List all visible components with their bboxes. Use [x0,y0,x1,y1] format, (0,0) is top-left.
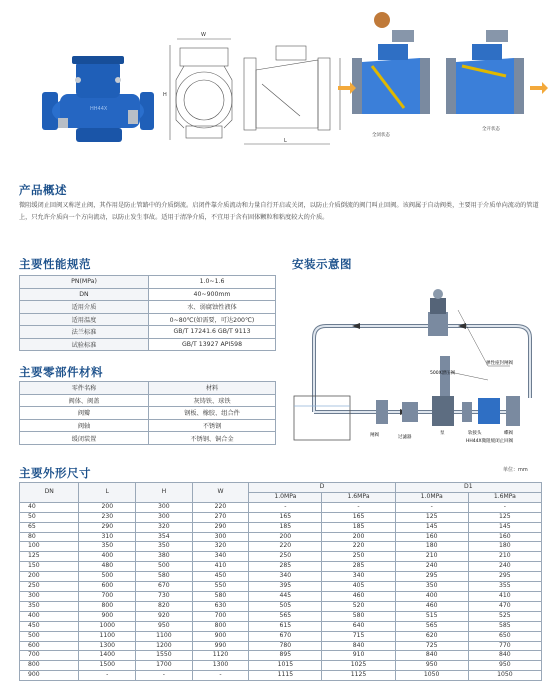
table-cell: 125 [20,552,79,562]
table-cell: 340 [322,572,395,582]
table-row [20,288,276,301]
table-cell: 380 [136,552,193,562]
part-name: 阀瓣 [20,407,149,420]
table-row [20,532,542,542]
table-cell: 700 [20,651,79,661]
table-cell: 920 [136,611,193,621]
table-cell: 840 [395,651,468,661]
table-cell: 1400 [79,651,136,661]
table-cell: 250 [322,552,395,562]
valve-photo [42,56,154,142]
table-cell: 450 [20,621,79,631]
table-row [20,394,276,407]
table-cell: 725 [395,641,468,651]
table-cell: 295 [468,572,541,582]
spec-key: 适用介质 [20,301,149,314]
table-cell: 285 [249,562,322,572]
table-row [20,582,542,592]
table-cell: 210 [395,552,468,562]
table-cell: 1500 [79,661,136,671]
parts-table [19,381,276,445]
table-cell: 450 [192,572,249,582]
table-cell: 180 [468,542,541,552]
table-cell: 400 [20,611,79,621]
table-cell: - [322,502,395,512]
table-cell: 200 [322,532,395,542]
table-row [20,572,542,582]
table-row [20,562,542,572]
table-cell: 285 [322,562,395,572]
table-cell: 270 [192,512,249,522]
table-cell: 580 [322,611,395,621]
table-cell: 340 [249,572,322,582]
table-row [20,407,276,420]
spec-key: 试验标准 [20,338,149,351]
table-cell: 900 [192,631,249,641]
table-cell: 290 [192,522,249,532]
table-cell: 400 [395,591,468,601]
state-open-label: 全开状态 [482,127,500,132]
table-cell: 350 [136,542,193,552]
col-dn: DN [20,483,79,503]
dim-l-label: L [284,138,287,144]
table-cell: 500 [136,562,193,572]
table-cell: 250 [20,582,79,592]
table-cell: 670 [136,582,193,592]
table-cell: 145 [468,522,541,532]
table-row [20,512,542,522]
table-cell: 230 [79,512,136,522]
label-check: HH44X微阻缓闭止回阀 [466,439,514,444]
table-cell: - [395,502,468,512]
table-cell: 600 [79,582,136,592]
col-d: D [249,483,395,493]
table-cell: 895 [249,651,322,661]
table-cell: 460 [322,591,395,601]
table-cell: 410 [192,562,249,572]
table-cell: 180 [395,542,468,552]
table-cell: 310 [79,532,136,542]
table-row [20,661,542,671]
table-cell: 354 [136,532,193,542]
table-cell: 585 [468,621,541,631]
table-row [20,313,276,326]
table-cell: 1100 [79,631,136,641]
table-cell: 500 [20,631,79,641]
table-cell: 1200 [136,641,193,651]
table-cell: 1100 [136,631,193,641]
table-cell: 700 [79,591,136,601]
table-cell: 220 [192,502,249,512]
table-cell: 950 [468,661,541,671]
table-row [20,502,542,512]
table-cell: 220 [322,542,395,552]
table-cell: - [79,671,136,681]
table-cell: 300 [192,532,249,542]
table-cell: 1700 [136,661,193,671]
table-cell: 165 [322,512,395,522]
col-l: L [79,483,136,503]
product-illustrations [0,0,558,160]
specs-table [19,275,276,351]
part-material: 不锈钢、铜合金 [149,432,276,445]
table-cell: 350 [79,542,136,552]
table-cell: 445 [249,591,322,601]
table-cell: - [468,502,541,512]
table-cell: 620 [395,631,468,641]
table-cell: 565 [395,621,468,631]
table-cell: 350 [395,582,468,592]
spec-key: 法兰标准 [20,326,149,339]
table-cell: 515 [395,611,468,621]
table-cell: - [136,671,193,681]
table-row [20,522,542,532]
label-butterfly: 蝶阀 [504,431,513,436]
table-row [20,326,276,339]
table-cell: 820 [136,601,193,611]
technical-drawing [170,39,340,144]
table-cell: 715 [322,631,395,641]
table-cell: 580 [136,572,193,582]
table-cell: 210 [468,552,541,562]
table-cell: 840 [468,651,541,661]
spec-key: PN(MPa) [20,276,149,289]
table-cell: 125 [395,512,468,522]
parts-header: 零件名称 [20,382,149,395]
table-cell: 565 [249,611,322,621]
table-cell: 1550 [136,651,193,661]
col-d1-p16: 1.6MPa [468,492,541,502]
table-cell: 185 [249,522,322,532]
part-name: 缓闭装置 [20,432,149,445]
table-cell: 150 [20,562,79,572]
table-row [20,419,276,432]
table-cell: 1000 [79,621,136,631]
spec-key: 适用温度 [20,313,149,326]
table-cell: 400 [79,552,136,562]
label-relief: 500X泄压阀 [430,371,456,376]
table-cell: 640 [322,621,395,631]
table-cell: 670 [249,631,322,641]
specs-title: 主要性能规范 [19,257,91,271]
part-name: 阀轴 [20,419,149,432]
table-cell: 770 [468,641,541,651]
parts-title: 主要零部件材料 [19,365,103,379]
table-cell: 900 [79,611,136,621]
part-material: 不锈钢 [149,419,276,432]
table-cell: 630 [192,601,249,611]
col-d-p10: 1.0MPa [249,492,322,502]
table-cell: 1015 [249,661,322,671]
table-row [20,621,542,631]
table-cell: 125 [468,512,541,522]
table-cell: 300 [136,512,193,522]
table-cell: 395 [249,582,322,592]
spec-value: GB/T 17241.6 GB/T 9113 [149,326,276,339]
cutaway-closed [338,12,430,114]
table-row [20,651,542,661]
table-cell: 100 [20,542,79,552]
table-cell: 355 [468,582,541,592]
table-cell: 300 [136,502,193,512]
table-cell: 185 [322,522,395,532]
table-cell: 505 [249,601,322,611]
table-cell: 780 [249,641,322,651]
table-cell: 1125 [322,671,395,681]
parts-header: 材料 [149,382,276,395]
table-cell: 200 [20,572,79,582]
table-cell: 700 [192,611,249,621]
table-cell: 1300 [79,641,136,651]
dim-w-label: W [201,32,206,38]
spec-value: 0~80℃(如需要，可达200℃) [149,313,276,326]
install-diagram [290,272,542,454]
spec-value: GB/T 13927 API598 [149,338,276,351]
table-cell: 800 [20,661,79,671]
label-gate-valve: 闸阀 [370,433,379,438]
table-cell: 290 [79,522,136,532]
table-cell: 800 [79,601,136,611]
table-row [20,552,542,562]
table-cell: 600 [20,641,79,651]
table-cell: 840 [322,641,395,651]
table-cell: 580 [192,591,249,601]
spec-value: 40~900mm [149,288,276,301]
table-row [20,601,542,611]
part-material: 钢板、橡胶、组合件 [149,407,276,420]
label-bypass: 弹性座封闸阀 [486,361,513,366]
col-d1-p10: 1.0MPa [395,492,468,502]
part-name: 阀体、阀盖 [20,394,149,407]
table-row [20,671,542,681]
dims-title: 主要外形尺寸 [19,466,91,480]
table-cell: 220 [249,542,322,552]
col-d-p16: 1.6MPa [322,492,395,502]
label-tail: 软接头 [468,431,482,436]
table-cell: 405 [322,582,395,592]
table-row [20,382,276,395]
table-cell: 550 [192,582,249,592]
table-cell: 300 [20,591,79,601]
table-row [20,276,276,289]
table-row [20,611,542,621]
table-cell: 65 [20,522,79,532]
table-cell: 40 [20,502,79,512]
spec-key: DN [20,288,149,301]
table-cell: 900 [20,671,79,681]
table-cell: - [192,671,249,681]
table-cell: 480 [79,562,136,572]
table-cell: 800 [192,621,249,631]
table-cell: 320 [136,522,193,532]
dims-table [19,482,542,681]
table-cell: 990 [192,641,249,651]
install-title: 安装示意图 [292,257,352,271]
label-filter: 过滤器 [398,435,412,440]
table-cell: 410 [468,591,541,601]
table-cell: 200 [79,502,136,512]
overview-title: 产品概述 [19,183,67,197]
table-cell: 1050 [468,671,541,681]
table-cell: 525 [468,611,541,621]
svg-text:HH44X: HH44X [90,106,108,112]
table-cell: 200 [249,532,322,542]
table-cell: 1120 [192,651,249,661]
col-w: W [192,483,249,503]
label-pump: 泵 [440,431,445,436]
table-cell: 500 [79,572,136,582]
table-cell: 80 [20,532,79,542]
table-cell: 1025 [322,661,395,671]
table-cell: 240 [468,562,541,572]
table-cell: 470 [468,601,541,611]
table-cell: 1115 [249,671,322,681]
table-cell: 240 [395,562,468,572]
table-row [20,338,276,351]
table-cell: 250 [249,552,322,562]
table-row [20,631,542,641]
table-cell: 295 [395,572,468,582]
overview-text: 微阻缓闭止回阀又称逆止阀，其作用是防止管路中的介质倒流。启闭件靠介质流动和力量自行开启或关闭，以防止介质倒流的阀门叫止回阀。该阀属于自动阀类，主要用于介质单向流动的管道上，只允许介质向一个方向流动，以防止发生事故。适用于清净介质，不宜用于含有固体颗粒和粘度较大的介质。 [19,202,539,221]
table-row [20,432,276,445]
table-cell: 50 [20,512,79,522]
dim-h-label: H [163,92,167,98]
table-cell: 650 [468,631,541,641]
part-material: 灰铸铁、球铁 [149,394,276,407]
unit-label: 单位：mm [503,467,528,473]
table-cell: 520 [322,601,395,611]
table-cell: 340 [192,552,249,562]
table-cell: 320 [192,542,249,552]
table-row [20,542,542,552]
table-cell: 730 [136,591,193,601]
table-cell: 350 [20,601,79,611]
table-cell: 165 [249,512,322,522]
table-cell: 160 [468,532,541,542]
state-closed-label: 全闭状态 [372,133,390,138]
table-row [20,641,542,651]
table-cell: 950 [395,661,468,671]
table-cell: 1050 [395,671,468,681]
table-cell: 950 [136,621,193,631]
table-cell: 145 [395,522,468,532]
col-h: H [136,483,193,503]
table-cell: 910 [322,651,395,661]
table-cell: 615 [249,621,322,631]
spec-value: 水、弱腐蚀性液体 [149,301,276,314]
table-cell: 460 [395,601,468,611]
table-cell: 1300 [192,661,249,671]
col-d1: D1 [395,483,541,493]
table-cell: 160 [395,532,468,542]
cutaway-open [446,30,548,114]
spec-value: 1.0~1.6 [149,276,276,289]
table-row [20,591,542,601]
table-cell: - [249,502,322,512]
table-row [20,301,276,314]
